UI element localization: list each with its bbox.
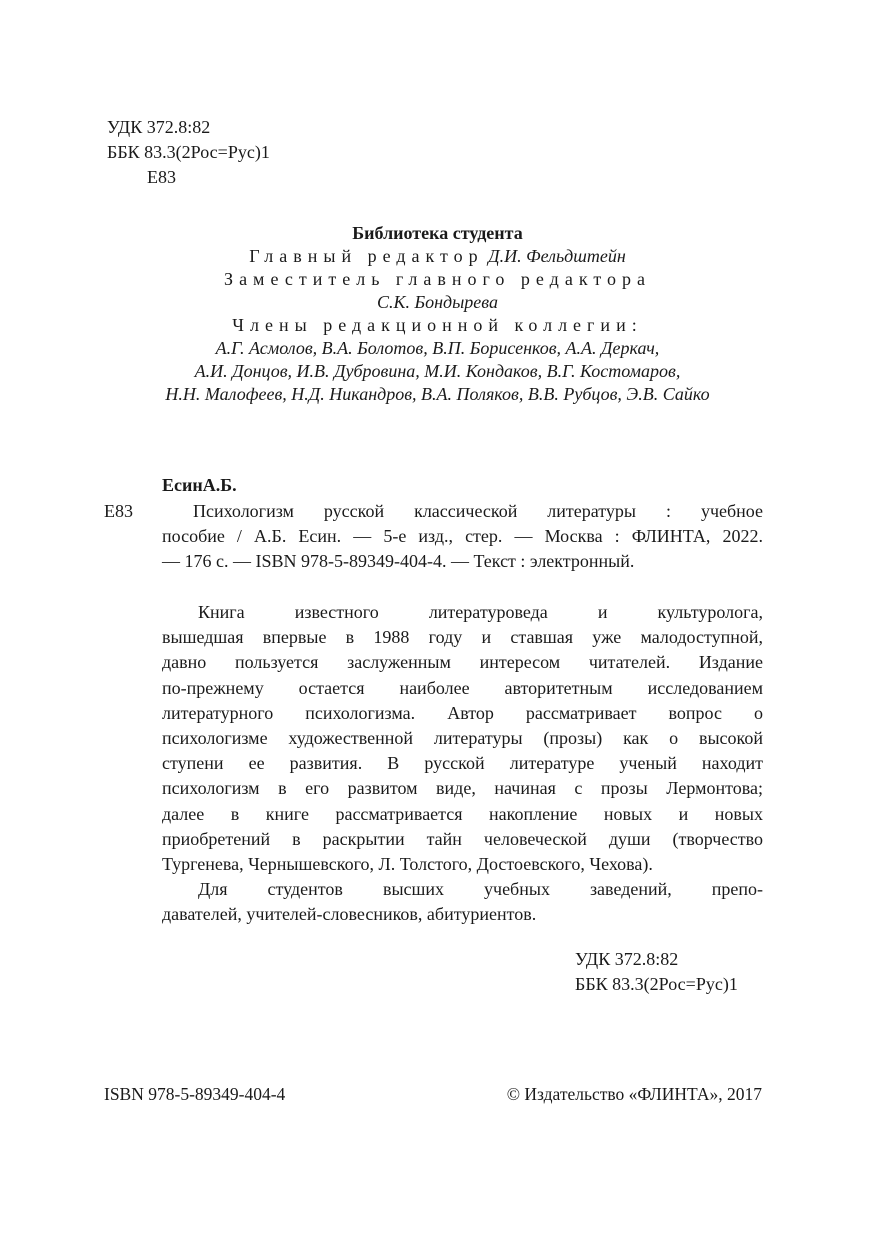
biblio-line: — 176 с. — ISBN 978-5-89349-404-4. — Текст : электронный. (162, 551, 635, 571)
biblio-line: пособие / А.Б. Есин. — 5-е изд., стер. — Москва : ФЛИНТА, 2022. (162, 526, 763, 546)
series-editorial-board (0, 222, 875, 406)
biblio-line: Психологизм русской классической литературы : учебное (193, 501, 763, 521)
annotation-line: психологизм в его развитом виде, начиная с прозы Лермонтова; (162, 778, 763, 799)
chief-editor-line (0, 245, 875, 268)
bbk-code: ББК 83.3(2Рос=Рус)1 (107, 142, 270, 162)
annotation-line: давателей, учителей-словесников, абитуриентов. (162, 904, 537, 925)
isbn: ISBN 978-5-89349-404-4 (104, 1084, 286, 1104)
author-sign-left: Е83 (104, 501, 133, 521)
annotation-line: Книга известного литературоведа и культуролога, (198, 602, 763, 622)
annotation-line: Для студентов высших учебных заведений, препо- (198, 879, 763, 900)
annotation-line: психологизме художественной литературы (прозы) как о высокой (162, 727, 763, 748)
annotation (162, 600, 763, 927)
board-members-line: А.Г. Асмолов, В.А. Болотов, В.П. Борисенков, А.А. Деркач, (215, 338, 660, 358)
board-members-line: А.И. Донцов, И.В. Дубровина, М.И. Кондаков, В.Г. Костомаров, (194, 361, 681, 381)
author-sign: Е83 (147, 167, 176, 187)
classification-codes-bottom (575, 947, 738, 997)
annotation-line: литературного психологизма. Автор рассматривает вопрос о (162, 702, 763, 723)
author-heading: ЕсинА.Б. (162, 475, 237, 495)
annotation-line: по-прежнему остается наиболее авторитетным исследованием (162, 677, 763, 698)
chief-editor-name: Д.И. Фельдштейн (488, 246, 626, 266)
board-label: Члены редакционной коллегии: (232, 315, 643, 335)
deputy-editor-label: Заместитель главного редактора (224, 269, 651, 289)
udk-code: УДК 372.8:82 (107, 117, 211, 137)
copyright: © Издательство «ФЛИНТА», 2017 (506, 1084, 762, 1104)
bibliographic-description (162, 499, 763, 574)
annotation-line: ступени ее развития. В русской литературе ученый находит (162, 753, 763, 774)
board-members-line: Н.Н. Малофеев, Н.Д. Никандров, В.А. Поляков, В.В. Рубцов, Э.В. Сайко (165, 384, 710, 404)
annotation-line: давно пользуется заслуженным интересом читателей. Издание (162, 652, 763, 673)
bbk-code: ББК 83.3(2Рос=Рус)1 (575, 974, 738, 994)
annotation-line: далее в книге рассматривается накопление новых и новых (162, 803, 763, 824)
series-title: Библиотека студента (352, 223, 523, 243)
chief-editor-label: Главный редактор (249, 246, 484, 266)
annotation-line: вышедшая впервые в 1988 году и ставшая уже малодоступной, (162, 627, 763, 648)
udk-code: УДК 372.8:82 (575, 949, 679, 969)
deputy-editor-name: С.К. Бондырева (377, 292, 498, 312)
annotation-line: приобретений в раскрытии тайн человеческой души (творчество (162, 828, 763, 849)
annotation-line: Тургенева, Чернышевского, Л. Толстого, Достоевского, Чехова). (162, 853, 653, 874)
classification-codes-top (107, 115, 270, 190)
